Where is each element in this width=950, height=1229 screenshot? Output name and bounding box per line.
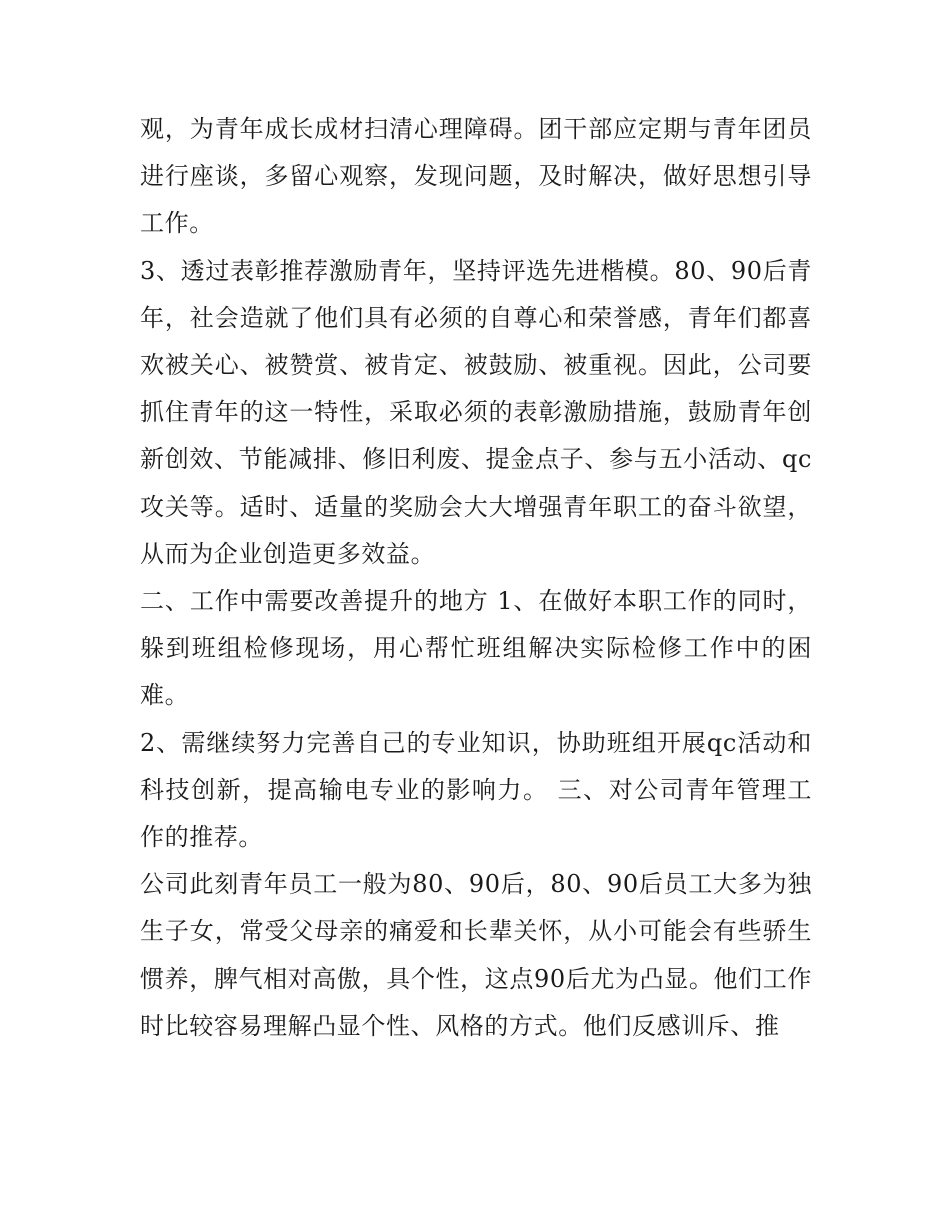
paragraph-4: 2、需继续努力完善自己的专业知识，协助班组开展qc活动和科技创新，提高输电专业的影响力。 三、对公司青年管理工作的推荐。	[140, 728, 812, 852]
document-body	[140, 106, 812, 1050]
paragraph-2: 3、透过表彰推荐激励青年，坚持评选先进楷模。80、90后青年，社会造就了他们具有必须的自尊心和荣誉感，青年们都喜欢被关心、被赞赏、被肯定、被鼓励、被重视。因此，公司要抓住青年的这一特性，采取必须的表彰激励措施，鼓励青年创新创效、节能减排、修旧利废、提金点子、参与五小活动、qc攻关等。适时、适量的奖励会大大增强青年职工的奋斗欲望，从而为企业创造更多效益。	[140, 256, 812, 568]
paragraph-5: 公司此刻青年员工一般为80、90后，80、90后员工大多为独生子女，常受父母亲的痛爱和长辈关怀，从小可能会有些骄生惯养，脾气相对高傲，具个性，这点90后尤为凸显。他们工作时比较容易理解凸显个性、风格的方式。他们反感训斥、推	[140, 870, 812, 1040]
paragraph-1: 观，为青年成长成材扫清心理障碍。团干部应定期与青年团员进行座谈，多留心观察，发现问题，及时解决，做好思想引导工作。	[140, 115, 812, 238]
paragraph-3: 二、工作中需要改善提升的地方 1、在做好本职工作的同时，躲到班组检修现场，用心帮忙班组解决实际检修工作中的困难。	[140, 587, 812, 710]
